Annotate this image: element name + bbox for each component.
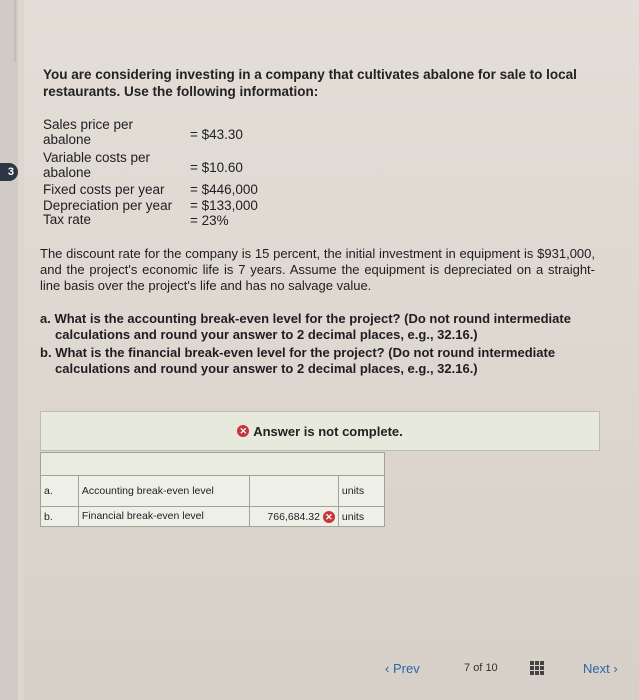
page-total: 10 xyxy=(485,662,498,674)
answer-row-label: Accounting break-even level xyxy=(78,476,249,507)
financial-breakeven-input[interactable] xyxy=(249,507,338,527)
incorrect-x-icon: ✕ xyxy=(323,511,335,523)
question-letter: b. xyxy=(40,345,52,360)
answer-table-header xyxy=(41,453,385,476)
page-current: 7 xyxy=(464,662,471,674)
accounting-breakeven-input[interactable] xyxy=(249,476,338,507)
info-value: = 23% xyxy=(190,213,229,228)
answer-status-text: Answer is not complete. xyxy=(253,423,403,439)
info-label: Sales price per xyxy=(43,117,134,132)
question-letter: a. xyxy=(40,311,51,326)
info-label: Tax rate xyxy=(43,212,92,227)
prev-label: Prev xyxy=(392,661,420,676)
answer-table xyxy=(40,452,385,527)
question-a xyxy=(40,311,600,343)
answer-table-header-cell xyxy=(41,453,385,476)
question-note: (Do not round intermediate calculations and round your answer to 2 decimal places, e.g., 32.16.) xyxy=(55,345,556,376)
chevron-left-icon: ‹ xyxy=(385,661,390,676)
next-label: Next xyxy=(583,661,610,676)
pagination-bar xyxy=(0,650,639,690)
answer-row-letter: b. xyxy=(41,507,79,527)
info-value: = $133,000 xyxy=(190,198,258,213)
page-sep: of xyxy=(473,662,483,674)
answer-row-label: Financial break-even level xyxy=(78,507,249,527)
answer-status-banner xyxy=(40,411,600,451)
financial-breakeven-value: 766,684.32 xyxy=(267,510,320,523)
prev-button[interactable] xyxy=(385,661,420,676)
question-text: What is the accounting break-even level for the project? xyxy=(54,311,401,326)
answer-row-b xyxy=(41,507,385,527)
info-label: Variable costs per xyxy=(43,150,151,165)
problem-paragraph: The discount rate for the company is 15 percent, the initial investment in equipment is $931,000, and the project's economic life is 7 years. Assume the equipment is depreciated on a straight-line basis over the project's life and has no salvage value. xyxy=(40,246,595,293)
info-label: Fixed costs per year xyxy=(43,182,165,197)
info-label: abalone xyxy=(43,165,92,180)
info-label: Depreciation per year xyxy=(43,198,173,213)
next-button[interactable] xyxy=(583,661,618,676)
info-value: = $10.60 xyxy=(190,160,243,175)
answer-row-a xyxy=(41,476,385,507)
question-number-badge[interactable]: 3 xyxy=(0,163,18,181)
info-label: abalone xyxy=(43,132,92,147)
incorrect-x-icon: ✕ xyxy=(237,425,249,437)
info-value: = $43.30 xyxy=(190,127,243,142)
question-b xyxy=(40,345,600,377)
left-strip-line xyxy=(14,0,16,62)
answer-row-unit: units xyxy=(338,476,384,507)
question-text: What is the financial break-even level for the project? xyxy=(55,345,385,360)
question-grid-icon[interactable] xyxy=(530,661,544,675)
left-strip xyxy=(0,0,18,700)
info-value: = $446,000 xyxy=(190,182,258,197)
answer-row-letter: a. xyxy=(41,476,79,507)
answer-row-unit: units xyxy=(338,507,384,527)
chevron-right-icon: › xyxy=(613,661,618,676)
page-indicator xyxy=(464,662,498,674)
question-note: (Do not round intermediate calculations and round your answer to 2 decimal places, e.g., 32.16.) xyxy=(55,311,571,342)
question-intro: You are considering investing in a company that cultivates abalone for sale to local restaurants. Use the following information: xyxy=(43,67,577,99)
